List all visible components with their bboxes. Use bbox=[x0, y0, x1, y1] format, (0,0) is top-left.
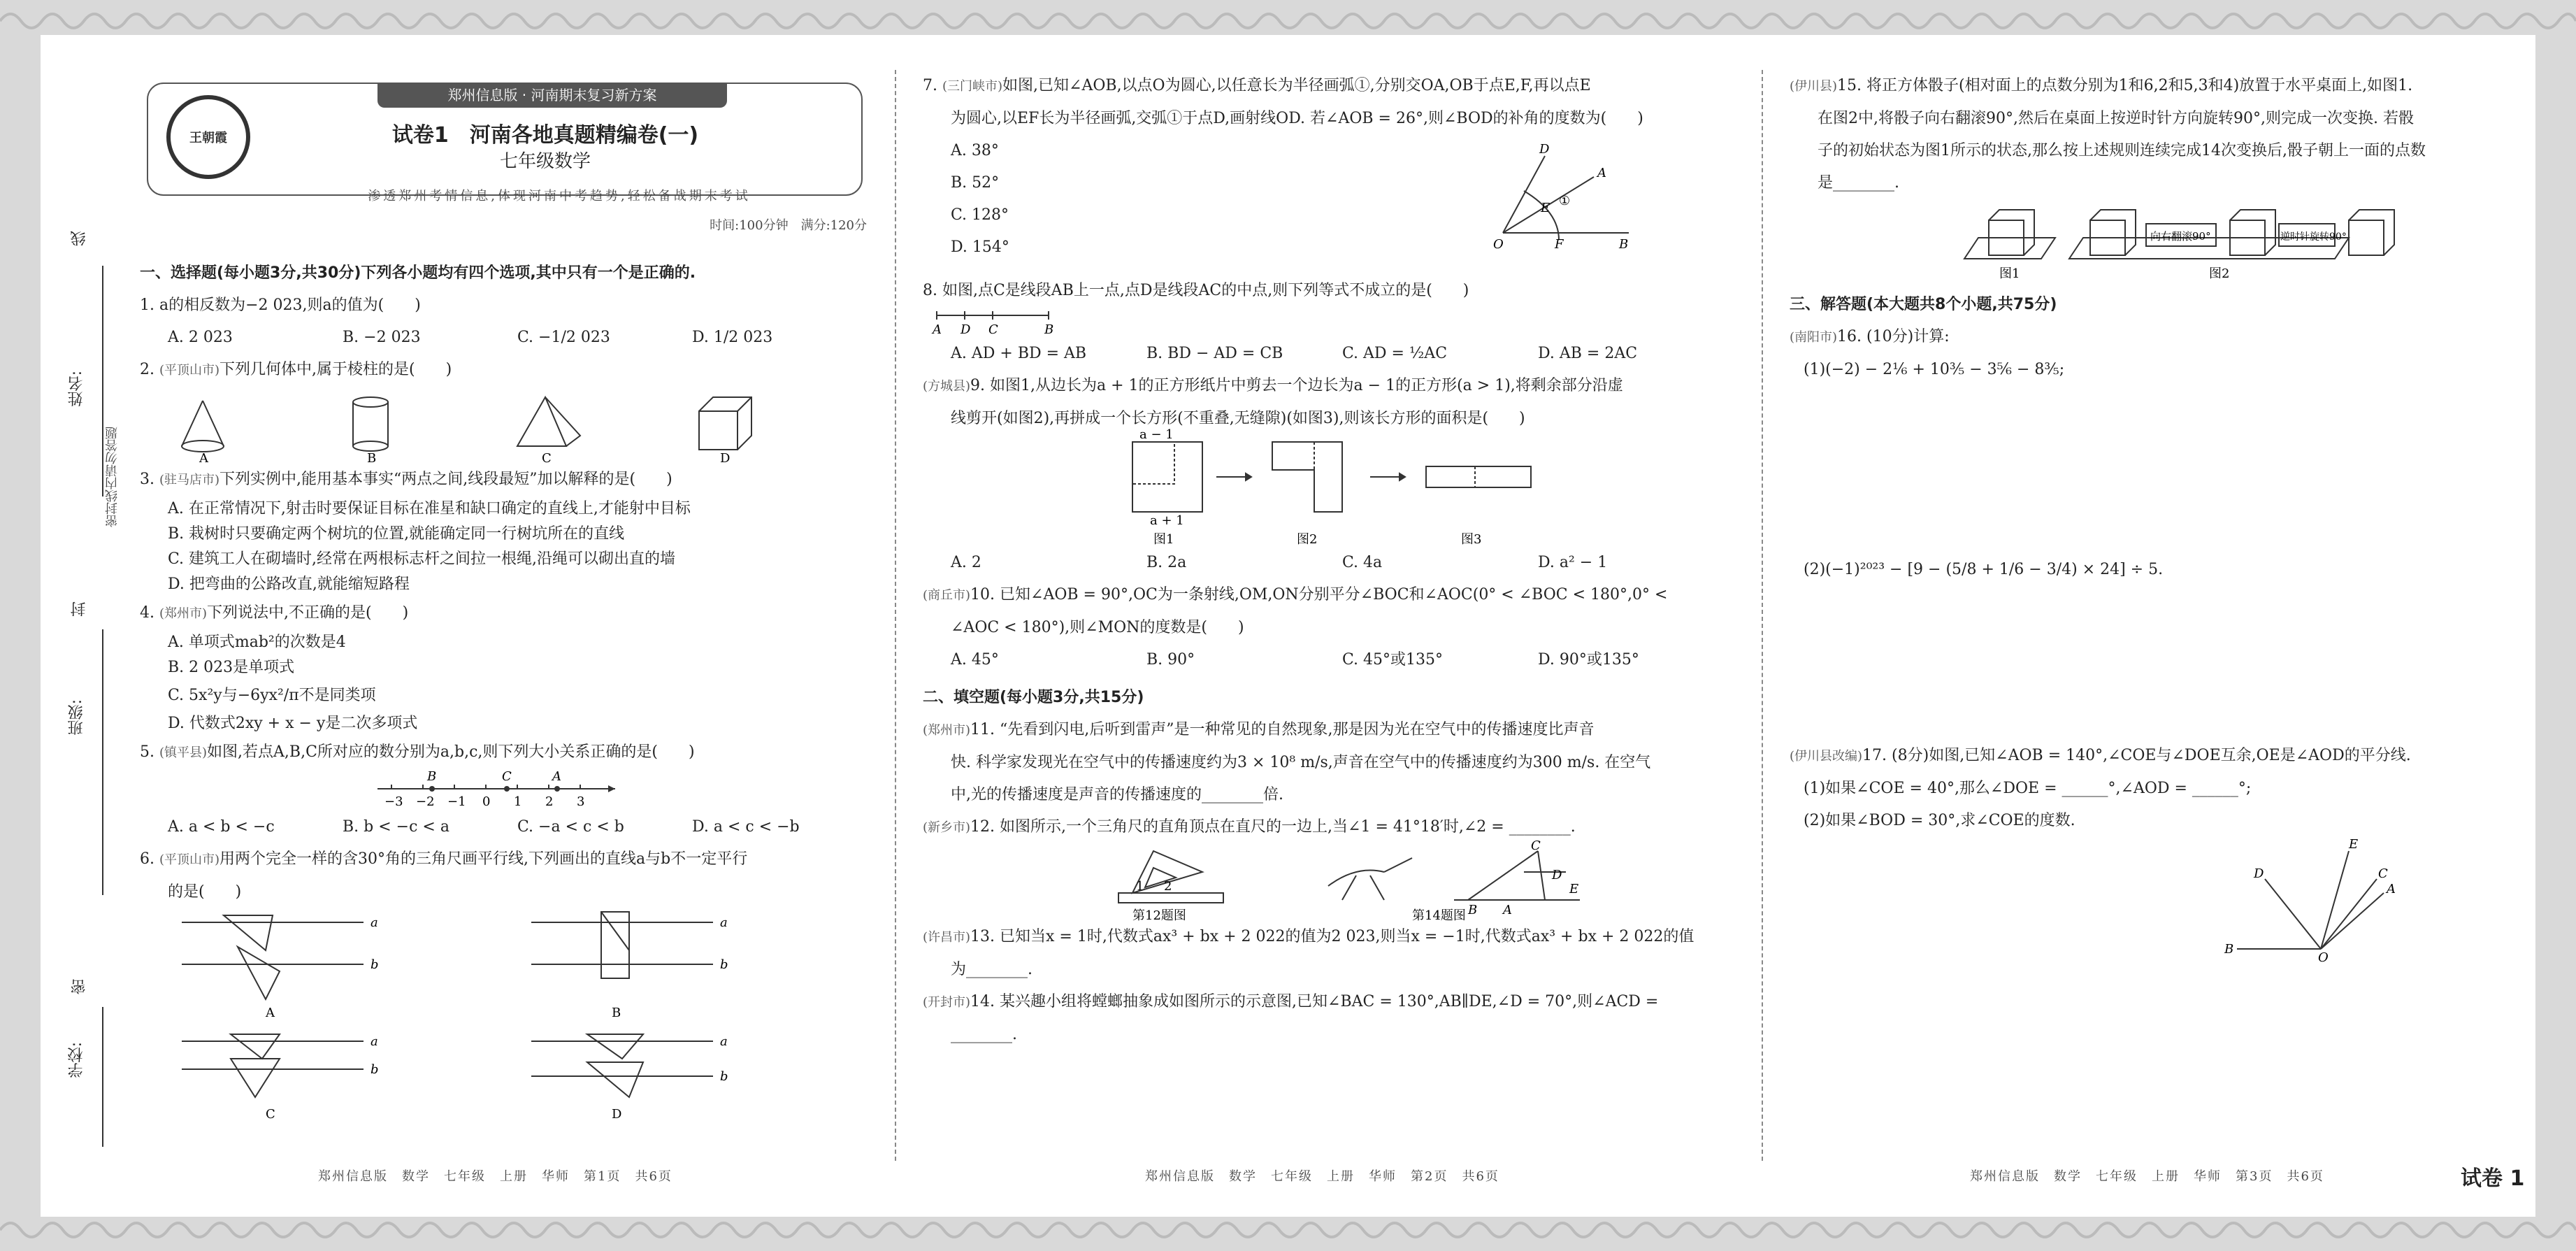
brand-logo bbox=[166, 95, 250, 179]
cone-shape bbox=[182, 401, 224, 452]
q3-option-d: D. 把弯曲的公路改直,就能缩短路程 bbox=[168, 576, 410, 593]
q8-point-b: B bbox=[1044, 322, 1054, 337]
q2-solids-figure bbox=[140, 387, 839, 464]
paper-number: 试卷 1 bbox=[2461, 1166, 2525, 1191]
mi-label: 密 bbox=[71, 979, 88, 994]
q7-option-c: C. 128° bbox=[951, 206, 1009, 224]
q9-fig2-label: 图2 bbox=[1297, 532, 1318, 547]
q3-source: (驻马店市) bbox=[159, 473, 220, 487]
q3-option-b: B. 栽树时只要确定两个树坑的位置,就能确定同一行树坑所在的直线 bbox=[168, 525, 625, 543]
q14-point-a: A bbox=[1503, 903, 1512, 917]
q15-dice-figure bbox=[1790, 199, 2489, 283]
q9-fig3-label: 图3 bbox=[1461, 532, 1482, 547]
q14-text: 14. 某兴趣小组将螳螂抽象成如图所示的示意图,已知∠BAC = 130°,AB∥DE,∠D = 70°,则∠ACD = bbox=[970, 993, 1659, 1010]
q1-options bbox=[140, 322, 867, 354]
q6d-line-b: b bbox=[720, 1069, 728, 1084]
q17-point-d: D bbox=[2254, 866, 2264, 881]
q15-rotate-ccw: 逆时针旋转90° bbox=[2280, 231, 2347, 243]
q1-option-d: D. 1/2 023 bbox=[692, 329, 773, 346]
paper-title: 试卷1 河南各地真题精编卷(一) bbox=[391, 123, 699, 148]
q2-source: (平顶山市) bbox=[159, 363, 220, 378]
question-15-cont-2: 子的初始状态为图1所示的状态,那么按上述规则连续完成14次变换后,骰子朝上一面的点数 bbox=[1818, 142, 2426, 159]
q9-text: 9. 如图1,从边长为a + 1的正方形纸片中剪去一个边长为a − 1的正方形(a > 1),将剩余部分沿虚 bbox=[970, 377, 1623, 394]
q7-point-f: F bbox=[1555, 237, 1564, 252]
q6d-line-a: a bbox=[720, 1034, 728, 1049]
section-choice: 一、选择题(每小题3分,共30分)下列各小题均有四个选项,其中只有一个是正确的. bbox=[140, 264, 696, 282]
q15-fig1-label: 图1 bbox=[1999, 266, 2020, 281]
binding-strip bbox=[62, 210, 120, 1161]
column-3 bbox=[1790, 70, 2503, 963]
q2-label-a: A bbox=[199, 451, 208, 466]
q5-options bbox=[140, 811, 867, 843]
q17-source: (伊川县改编) bbox=[1790, 749, 1863, 764]
q6b-line-b: b bbox=[720, 957, 728, 972]
q4-option-a: A. 单项式mab²的次数是4 bbox=[168, 634, 346, 651]
q6-figure-a bbox=[182, 915, 364, 999]
q10-source: (商丘市) bbox=[923, 588, 971, 603]
q17-point-o: O bbox=[2318, 950, 2329, 965]
q13-text: 13. 已知当x = 1时,代数式ax³ + bx + 2 022的值为2 023,则当x = −1时,代数式ax³ + bx + 2 022的值 bbox=[970, 928, 1694, 945]
pyramid-shape bbox=[517, 397, 580, 446]
q3-option-c: C. 建筑工人在砌墙时,经常在两根标志杆之间拉一根绳,沿绳可以砌出直的墙 bbox=[168, 550, 676, 568]
q14-point-d: D bbox=[1552, 868, 1562, 882]
q4-source: (郑州市) bbox=[159, 606, 208, 621]
q5-tick-2: 2 bbox=[545, 794, 554, 809]
q8-option-a: A. AD + BD = AB bbox=[951, 345, 1087, 362]
q14-caption: 第14题图 bbox=[1412, 908, 1466, 923]
q9-option-c: C. 4a bbox=[1342, 554, 1383, 571]
q5-tick-neg2: −2 bbox=[416, 794, 435, 809]
q7-text: 如图,已知∠AOB,以点O为圆心,以任意长为半径画弧①,分别交OA,OB于点E,F,再以点E bbox=[1002, 77, 1591, 94]
q7-option-d: D. 154° bbox=[951, 238, 1009, 256]
q1-option-a: A. 2 023 bbox=[168, 329, 233, 346]
name-label: 姓名: bbox=[68, 371, 85, 407]
q5-tick-neg1: −1 bbox=[447, 794, 466, 809]
q8-point-a: A bbox=[933, 322, 942, 337]
time-score: 时间:100分钟 满分:120分 bbox=[710, 218, 867, 233]
q12-caption: 第12题图 bbox=[1132, 908, 1186, 923]
q6-figure-b bbox=[531, 912, 713, 978]
q8-options bbox=[923, 338, 1734, 370]
binding-line-2 bbox=[102, 629, 103, 895]
binding-line-3 bbox=[102, 1007, 103, 1147]
q15-source: (伊川县) bbox=[1790, 79, 1838, 94]
question-10 bbox=[923, 579, 1734, 612]
q7-point-b: B bbox=[1619, 237, 1629, 252]
question-7 bbox=[923, 70, 1734, 103]
question-6: 6. (平顶山市)用两个完全一样的含30°角的三角尺画平行线,下列画出的直线a与b不一定平行 bbox=[140, 850, 748, 868]
q12-angle-1: 1 bbox=[1136, 879, 1144, 894]
q4-option-d: D. 代数式2xy + x − y是二次多项式 bbox=[168, 715, 418, 732]
q5-option-c: C. −a < c < b bbox=[517, 818, 624, 836]
question-11-cont-2: 中,光的传播速度是声音的传播速度的________倍. bbox=[951, 786, 1283, 803]
q3-option-a: A. 在正常情况下,射击时要保证目标在准星和缺口确定的直线上,才能射中目标 bbox=[168, 500, 691, 517]
q7-point-o: O bbox=[1493, 237, 1504, 252]
q6-label-c: C bbox=[266, 1107, 275, 1122]
q6-triangle-rulers-figure bbox=[140, 908, 839, 1125]
footer-page-2: 郑州信息版 数学 七年级 上册 华师 第2页 共6页 bbox=[1145, 1169, 1499, 1184]
question-10-cont: ∠AOC < 180°),则∠MON的度数是( ) bbox=[951, 619, 1244, 636]
school-label: 学校: bbox=[68, 1042, 85, 1078]
q15-text: 15. 将正方体骰子(相对面上的点数分别为1和6,2和5,3和4)放置于水平桌面上,如图1. bbox=[1837, 77, 2413, 94]
q17-point-e: E bbox=[2349, 837, 2359, 852]
q8-option-b: B. BD − AD = CB bbox=[1146, 345, 1283, 362]
q9-source: (方城县) bbox=[923, 379, 971, 394]
q14-source: (开封市) bbox=[923, 995, 971, 1010]
q5-option-d: D. a < c < −b bbox=[692, 818, 800, 836]
q16-answer-space-1 bbox=[1790, 386, 2503, 554]
q9-label-a-plus-1: a + 1 bbox=[1150, 513, 1184, 528]
question-4: 4. (郑州市)下列说法中,不正确的是( ) bbox=[140, 604, 409, 622]
q6c-line-a: a bbox=[370, 1034, 378, 1049]
q14-point-b: B bbox=[1468, 903, 1478, 917]
q16-answer-space-2 bbox=[1790, 586, 2503, 740]
q4-option-c: C. 5x²y与−6yx²/π不是同类项 bbox=[168, 687, 376, 704]
q7-option-a: A. 38° bbox=[951, 142, 999, 159]
cylinder-shape bbox=[353, 397, 388, 451]
question-12 bbox=[923, 811, 1734, 844]
question-9 bbox=[923, 370, 1734, 403]
paper-slogan: 渗透郑州考情信息,体现河南中考趋势,轻松备战期末考试 bbox=[368, 189, 751, 203]
q12-angle-2: 2 bbox=[1164, 879, 1172, 894]
q6a-line-a: a bbox=[370, 915, 378, 930]
q12-source: (新乡市) bbox=[923, 820, 971, 835]
q14-point-e: E bbox=[1569, 882, 1579, 896]
q10-option-c: C. 45°或135° bbox=[1342, 651, 1444, 669]
q9-label-a-minus-1: a − 1 bbox=[1139, 427, 1174, 442]
q15-roll-right: 向右翻滚90° bbox=[2150, 230, 2211, 243]
q10-option-b: B. 90° bbox=[1146, 651, 1195, 669]
question-15-cont-3: 是________. bbox=[1818, 174, 1899, 192]
q11-source: (郑州市) bbox=[923, 723, 971, 738]
q7-point-d: D bbox=[1539, 142, 1550, 157]
q8-option-c: C. AD = ½AC bbox=[1342, 345, 1448, 362]
column-divider-1 bbox=[895, 70, 896, 1161]
q2-label-b: B bbox=[367, 451, 377, 466]
q6c-line-b: b bbox=[370, 1062, 379, 1077]
q5-tick-1: 1 bbox=[514, 794, 522, 809]
q9-fig1-label: 图1 bbox=[1153, 532, 1174, 547]
logo-text: 王朝霞 bbox=[189, 131, 227, 145]
question-5: 5. (镇平县)如图,若点A,B,C所对应的数分别为a,b,c,则下列大小关系正确的是( ) bbox=[140, 743, 695, 761]
q3-text: 下列实例中,能用基本事实“两点之间,线段最短”加以解释的是( ) bbox=[220, 471, 672, 488]
column-divider-2 bbox=[1762, 70, 1763, 1161]
q9-option-d: D. a² − 1 bbox=[1538, 554, 1608, 571]
wavy-border-top bbox=[0, 0, 2576, 35]
q15-fig2-label: 图2 bbox=[2209, 266, 2230, 281]
edition-banner: 郑州信息版 · 河南期末复习新方案 bbox=[377, 83, 727, 108]
question-16-2: (2)(−1)²⁰²³ − [9 − (5/8 + 1/6 − 3/4) × 24] ÷ 5. bbox=[1804, 561, 2164, 578]
q7-arc-1: ① bbox=[1559, 194, 1571, 208]
q5-option-b: B. b < −c < a bbox=[343, 818, 449, 836]
q10-option-a: A. 45° bbox=[951, 651, 999, 669]
question-13-cont: 为________. bbox=[951, 961, 1032, 978]
q12-text: 12. 如图所示,一个三角尺的直角顶点在直尺的一边上,当∠1 = 41°18′时,∠2 = ________. bbox=[970, 818, 1576, 836]
q9-squares-figure bbox=[923, 427, 1622, 547]
q16-text: 16. (10分)计算: bbox=[1837, 328, 1950, 345]
q8-point-d: D bbox=[960, 322, 971, 337]
q9-option-b: B. 2a bbox=[1146, 554, 1187, 571]
q7-source: (三门峡市) bbox=[942, 79, 1003, 94]
question-2: 2. (平顶山市)下列几何体中,属于棱柱的是( ) bbox=[140, 361, 452, 378]
q4-option-b: B. 2 023是单项式 bbox=[168, 659, 295, 676]
question-17-2: (2)如果∠BOD = 30°,求∠COE的度数. bbox=[1804, 812, 2075, 829]
seal-label: 封 bbox=[71, 601, 88, 617]
q10-text: 10. 已知∠AOB = 90°,OC为一条射线,OM,ON分别平分∠BOC和∠AOC(0° < ∠BOC < 180°,0° < bbox=[970, 586, 1668, 603]
question-14 bbox=[923, 986, 1734, 1019]
paper-subtitle: 七年级数学 bbox=[499, 151, 591, 172]
question-16 bbox=[1790, 321, 2503, 354]
q5-tick-3: 3 bbox=[577, 794, 585, 809]
question-6-cont: 的是( ) bbox=[168, 883, 242, 901]
q8-option-d: D. AB = 2AC bbox=[1538, 345, 1638, 362]
q9-options bbox=[923, 547, 1734, 579]
question-7-cont: 为圆心,以EF长为半径画弧,交弧①于点D,画射线OD. 若∠AOB = 26°,则∠BOD的补角的度数为( ) bbox=[951, 110, 1643, 127]
q7-point-a: A bbox=[1597, 166, 1606, 180]
wavy-border-bottom bbox=[0, 1216, 2576, 1251]
q14-point-c: C bbox=[1531, 838, 1541, 853]
q5-text: 如图,若点A,B,C所对应的数分别为a,b,c,则下列大小关系正确的是( ) bbox=[207, 743, 695, 761]
section-fill: 二、填空题(每小题3分,共15分) bbox=[923, 689, 1144, 706]
q10-option-d: D. 90°或135° bbox=[1538, 651, 1639, 669]
column-1 bbox=[140, 252, 867, 1125]
line-label: 线 bbox=[71, 231, 88, 246]
q10-options bbox=[923, 644, 1734, 676]
q2-text: 下列几何体中,属于棱柱的是( ) bbox=[220, 361, 452, 378]
q5-source: (镇平县) bbox=[159, 745, 208, 760]
q5-number-line bbox=[140, 769, 839, 811]
q6-figure-d bbox=[531, 1034, 713, 1097]
q7-number: 7. bbox=[923, 77, 937, 94]
q9-option-a: A. 2 bbox=[951, 554, 981, 571]
question-14-cont: ________. bbox=[951, 1026, 1017, 1043]
q13-source: (许昌市) bbox=[923, 930, 971, 945]
q2-label-d: D bbox=[720, 451, 731, 466]
q5-tick-0: 0 bbox=[482, 794, 491, 809]
question-15-cont: 在图2中,将骰子向右翻滚90°,然后在桌面上按逆时针方向旋转90°,则完成一次变换. 若骰 bbox=[1818, 110, 2414, 127]
q5-point-a: A bbox=[552, 769, 561, 784]
question-17 bbox=[1790, 740, 2503, 773]
q16-source: (南阳市) bbox=[1790, 330, 1838, 345]
footer-page-1: 郑州信息版 数学 七年级 上册 华师 第1页 共6页 bbox=[318, 1169, 672, 1184]
section-answer: 三、解答题(本大题共8个小题,共75分) bbox=[1790, 296, 2057, 313]
q6b-line-a: a bbox=[720, 915, 728, 930]
q17-angle-figure bbox=[1790, 837, 2489, 963]
q5-tick-neg3: −3 bbox=[384, 794, 403, 809]
q6-source: (平顶山市) bbox=[159, 852, 220, 867]
q17-point-a: A bbox=[2387, 882, 2396, 896]
question-11-cont: 快. 科学家发现光在空气中的传播速度约为3 × 10⁸ m/s,声音在空气中的传播速度约为300 m/s. 在空气 bbox=[951, 754, 1651, 771]
question-11 bbox=[923, 714, 1734, 747]
q6-label-a: A bbox=[266, 1006, 275, 1020]
q8-point-c: C bbox=[988, 322, 998, 337]
q12-q14-figure bbox=[923, 838, 1692, 923]
question-13 bbox=[923, 921, 1734, 954]
question-16-1: (1)(−2) − 2⅙ + 10⅗ − 3⅚ − 8⅗; bbox=[1804, 361, 2065, 378]
q6-figure-c bbox=[182, 1034, 364, 1097]
q17-point-b: B bbox=[2224, 942, 2234, 957]
q2-label-c: C bbox=[542, 451, 552, 466]
question-17-1: (1)如果∠COE = 40°,那么∠DOE = ______°,∠AOD = ______°; bbox=[1804, 780, 2252, 797]
q8-segment-figure bbox=[923, 307, 1132, 338]
cube-shape bbox=[699, 397, 751, 450]
q1-option-b: B. −2 023 bbox=[343, 329, 421, 346]
question-9-cont: 线剪开(如图2),再拼成一个长方形(不重叠,无缝隙)(如图3),则该长方形的面积是( ) bbox=[951, 410, 1525, 427]
q5-point-b: B bbox=[427, 769, 437, 784]
q5-option-a: A. a < b < −c bbox=[168, 818, 275, 836]
q7-option-b: B. 52° bbox=[951, 174, 1000, 192]
q4-text: 下列说法中,不正确的是( ) bbox=[207, 604, 409, 622]
q17-point-c: C bbox=[2378, 866, 2388, 881]
q6-text: 用两个完全一样的含30°角的三角尺画平行线,下列画出的直线a与b不一定平行 bbox=[220, 850, 748, 868]
q1-option-c: C. −1/2 023 bbox=[517, 329, 610, 346]
q7-angle-figure bbox=[1482, 135, 1636, 254]
question-1: 1. a的相反数为−2 023,则a的值为( ) bbox=[140, 296, 421, 314]
q11-text: 11. “先看到闪电,后听到雷声”是一种常见的自然现象,那是因为光在空气中的传播速度比声音 bbox=[970, 721, 1595, 738]
class-label: 班级: bbox=[68, 699, 85, 736]
question-3: 3. (驻马店市)下列实例中,能用基本事实“两点之间,线段最短”加以解释的是( ) bbox=[140, 471, 672, 488]
q6a-line-b: b bbox=[370, 957, 379, 972]
column-2 bbox=[923, 70, 1734, 1051]
q5-point-c: C bbox=[502, 769, 512, 784]
question-8: 8. 如图,点C是线段AB上一点,点D是线段AC的中点,则下列等式不成立的是( ) bbox=[923, 282, 1469, 299]
q7-point-e: E bbox=[1541, 201, 1550, 215]
question-15 bbox=[1790, 70, 2503, 103]
q6-label-d: D bbox=[612, 1107, 622, 1122]
q6-label-b: B bbox=[612, 1006, 621, 1020]
q17-text: 17. (8分)如图,已知∠AOB = 140°,∠COE与∠DOE互余,OE是∠AOD的平分线. bbox=[1862, 747, 2411, 764]
seal-note: 密封线内请勿答题 bbox=[105, 427, 120, 527]
footer-page-3: 郑州信息版 数学 七年级 上册 华师 第3页 共6页 bbox=[1970, 1169, 2324, 1184]
q7-options-block bbox=[923, 135, 1734, 275]
